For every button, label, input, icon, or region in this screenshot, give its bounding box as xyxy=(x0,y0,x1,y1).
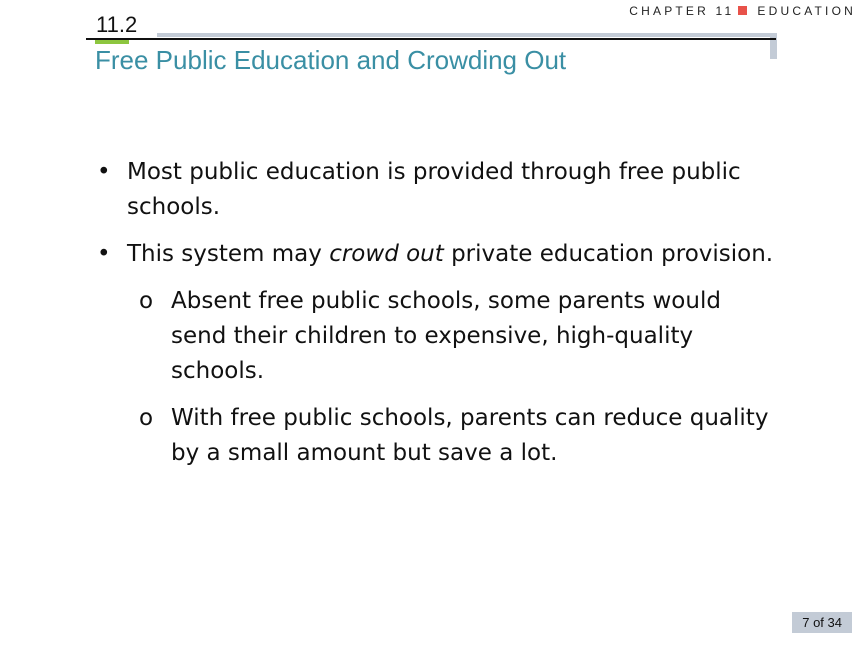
chapter-header xyxy=(629,4,856,18)
section-number-underline xyxy=(95,40,129,44)
bullet-marker: • xyxy=(97,241,111,267)
list-item-text: Most public education is provided through free public schools. xyxy=(127,159,741,220)
slide-title: Free Public Education and Crowding Out xyxy=(95,45,567,75)
section-number: 11.2 xyxy=(96,12,138,37)
sub-bullet-marker: o xyxy=(139,288,154,314)
list-item xyxy=(97,237,777,272)
page-indicator: 7 of 34 xyxy=(792,612,852,633)
bullet-marker: • xyxy=(97,159,111,185)
list-item-text-before: This system may xyxy=(127,241,330,267)
list-item-text-after: private education provision. xyxy=(443,241,774,267)
sub-bullet-marker: o xyxy=(139,405,154,431)
list-item-text: With free public schools, parents can reduce quality by a small amount but save a lot. xyxy=(171,405,769,466)
list-item xyxy=(97,155,777,225)
header-rule-grey xyxy=(157,33,777,37)
list-item xyxy=(97,284,777,389)
list-item xyxy=(97,401,777,471)
header-rule-grey-end xyxy=(770,33,777,59)
list-item-emphasis: crowd out xyxy=(329,241,444,267)
chapter-label: CHAPTER 11 xyxy=(629,4,735,18)
chapter-topic: EDUCATION xyxy=(757,4,856,18)
chapter-separator-square xyxy=(738,6,747,15)
list-item-text: Absent free public schools, some parents would send their children to expensive, high-quality schools. xyxy=(171,288,721,384)
bullet-list xyxy=(97,155,777,483)
header-rule-black xyxy=(86,38,776,40)
